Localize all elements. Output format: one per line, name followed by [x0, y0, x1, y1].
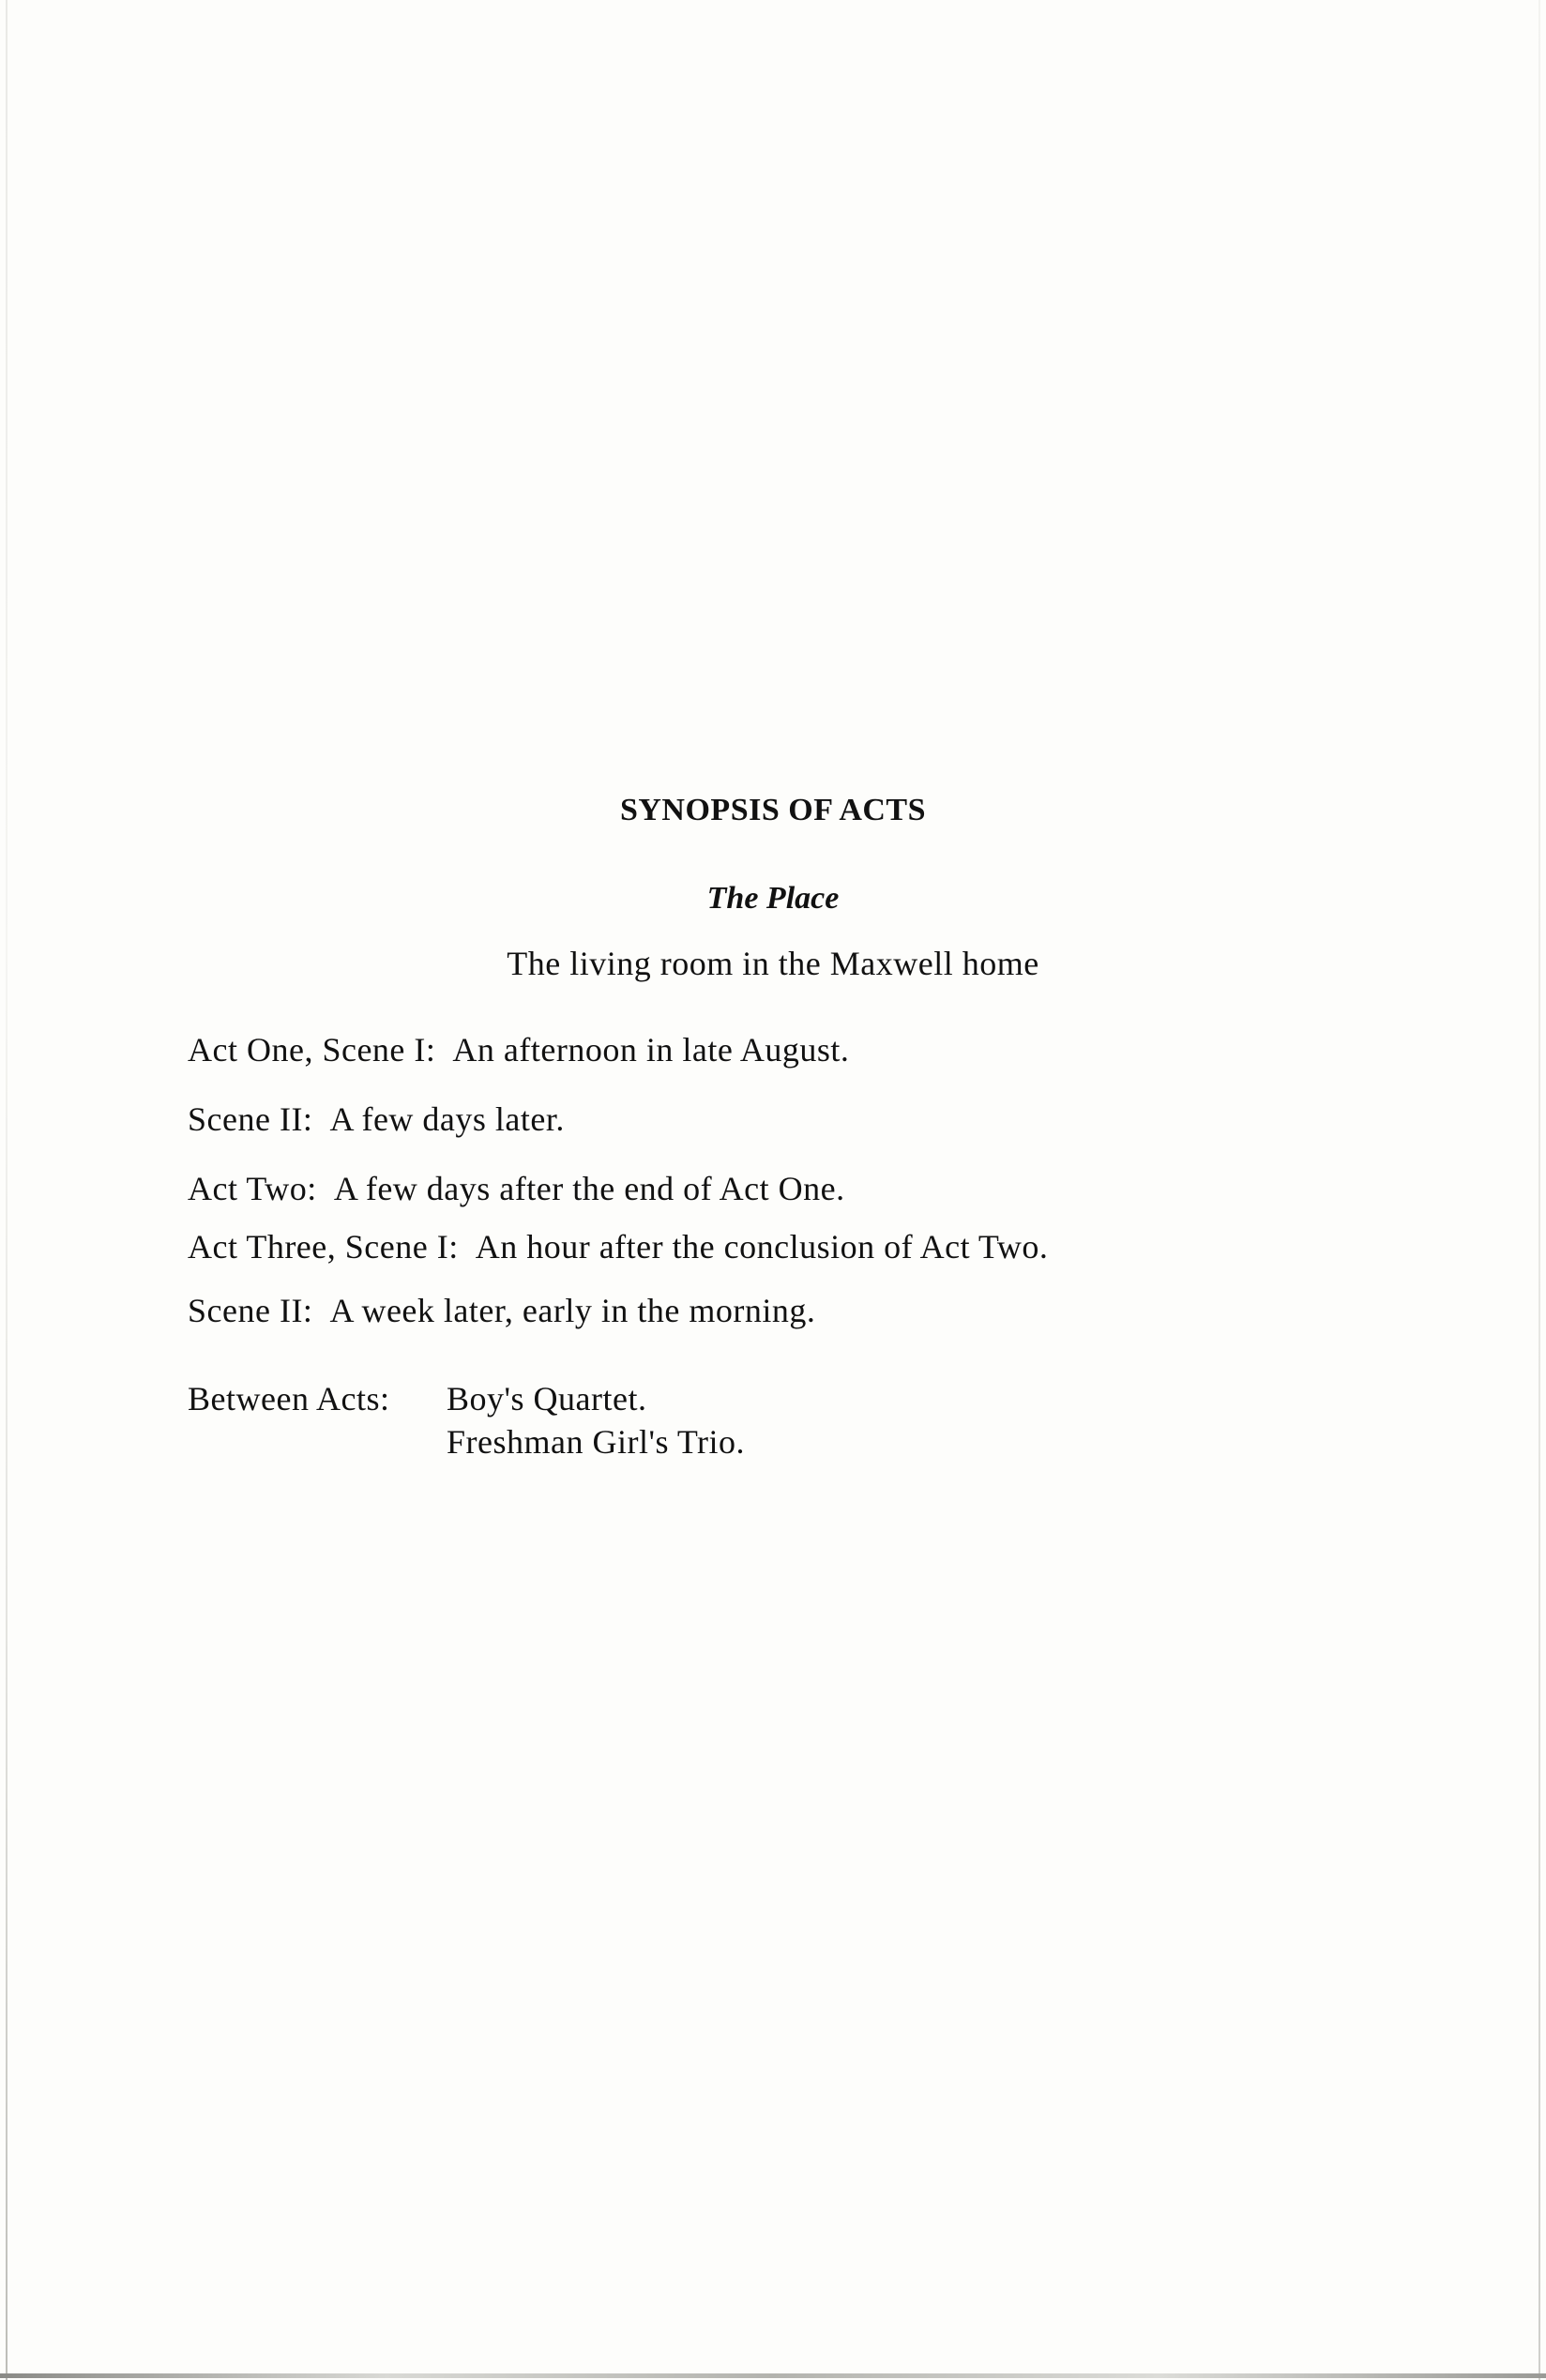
- scene-label: Scene II:: [188, 1292, 313, 1329]
- scene-text: An hour after the conclusion of Act Two.: [475, 1228, 1049, 1266]
- scene-text: A few days later.: [329, 1100, 565, 1138]
- place-heading: The Place: [706, 881, 840, 916]
- scene-label: Scene II:: [188, 1100, 313, 1138]
- scene-text: A week later, early in the morning.: [329, 1292, 816, 1329]
- scene-text: An afternoon in late August.: [452, 1031, 850, 1069]
- scene-line: [188, 1098, 565, 1141]
- list-item: Freshman Girl's Trio.: [447, 1423, 746, 1461]
- place-description: The living room in the Maxwell home: [507, 945, 1039, 982]
- scene-label: Act Two:: [188, 1170, 317, 1207]
- scene-line: [188, 1028, 849, 1071]
- list-item: Boy's Quartet.: [447, 1380, 647, 1417]
- scene-label: Act One, Scene I:: [188, 1031, 436, 1069]
- scan-edge-left: [6, 0, 8, 2380]
- scene-label: Act Three, Scene I:: [188, 1228, 459, 1266]
- scan-edge-bottom: [0, 2373, 1546, 2378]
- page-title: SYNOPSIS OF ACTS: [619, 793, 927, 827]
- scan-edge-right: [1538, 0, 1540, 2380]
- scene-text: A few days after the end of Act One.: [333, 1170, 845, 1207]
- scene-line: [188, 1225, 1048, 1268]
- scene-line: [188, 1289, 815, 1332]
- scene-line: [188, 1167, 845, 1210]
- between-acts-items: [447, 1377, 745, 1463]
- between-acts-label: Between Acts:: [188, 1380, 390, 1417]
